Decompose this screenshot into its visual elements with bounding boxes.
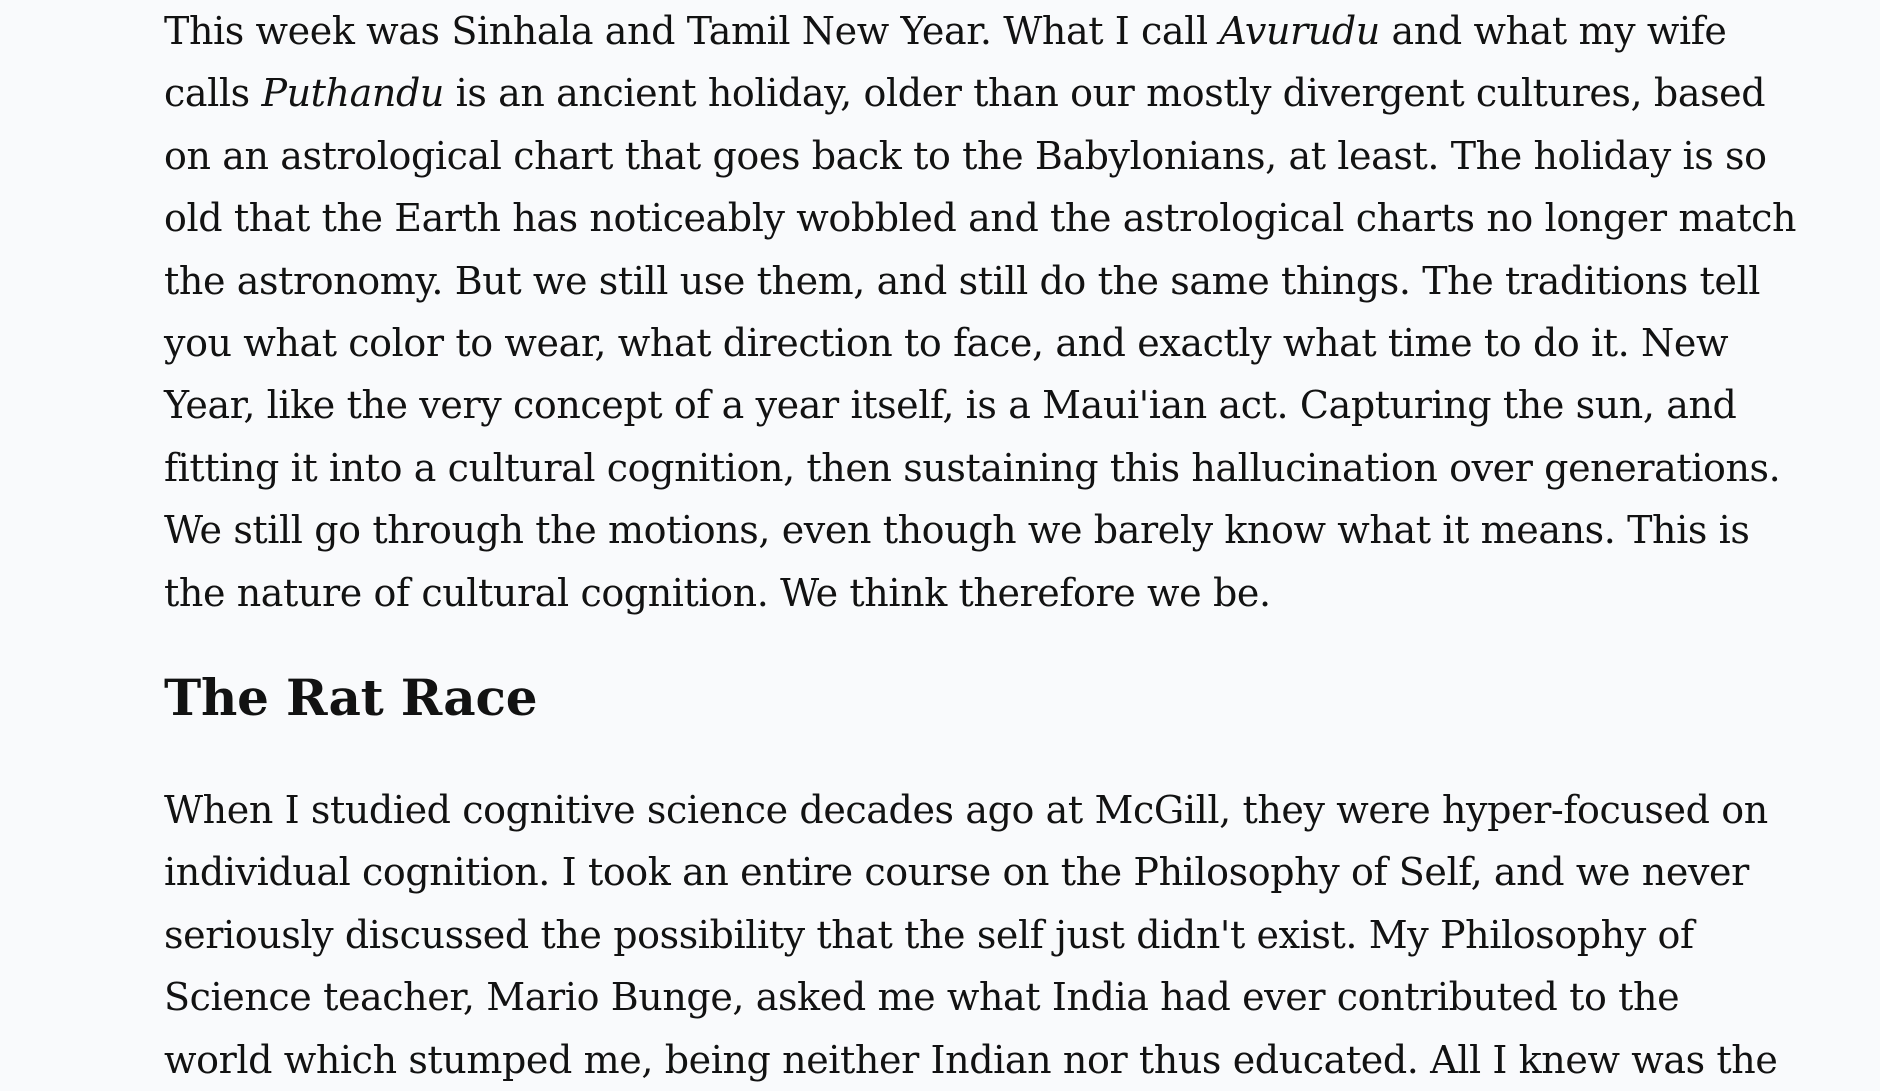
text-run: This week was Sinhala and Tamil New Year. What I call: [164, 9, 1220, 53]
paragraph-line: fitting it into a cultural cognition, then sustaining this hallucination over generations.: [164, 445, 1781, 490]
paragraph-line: Year, like the very concept of a year itself, is a Maui'ian act. Capturing the sun, and: [164, 383, 1737, 428]
italic-term-avurudu: Avurudu: [1219, 9, 1380, 53]
paragraph-line: Science teacher, Mario Bunge, asked me what India had ever contributed to the: [164, 975, 1680, 1020]
italic-term-puthandu: Puthandu: [261, 71, 444, 116]
section-heading: The Rat Race: [164, 668, 538, 727]
text-run: is an ancient holiday, older than our mostly divergent cultures, based: [443, 71, 1766, 116]
paragraph-line: old that the Earth has noticeably wobbled and the astrological charts no longer match: [164, 196, 1797, 241]
paragraph-line: seriously discussed the possibility that the self just didn't exist. My Philosophy of: [164, 912, 1694, 957]
paragraph-line: world which stumped me, being neither Indian nor thus educated. All I knew was the: [164, 1037, 1778, 1082]
paragraph-line: We still go through the motions, even though we barely know what it means. This is: [164, 508, 1750, 553]
paragraph-line: you what color to wear, what direction to face, and exactly what time to do it. New: [164, 320, 1729, 365]
paragraph-line: on an astrological chart that goes back to the Babylonians, at least. The holiday is so: [164, 133, 1767, 178]
text-run: and what my wife: [1379, 9, 1727, 53]
paragraph-line: individual cognition. I took an entire course on the Philosophy of Self, and we never: [164, 850, 1749, 895]
text-run: calls: [164, 71, 262, 116]
paragraph-new-year: [164, 0, 1796, 624]
paragraph-mcgill: [164, 779, 1777, 1091]
paragraph-line: the astronomy. But we still use them, and still do the same things. The traditions tell: [164, 258, 1760, 303]
paragraph-line: the nature of cultural cognition. We think therefore we be.: [164, 570, 1271, 615]
paragraph-line: [164, 62, 1796, 124]
paragraph-line: [164, 0, 1796, 62]
paragraph-line: When I studied cognitive science decades ago at McGill, they were hyper-focused on: [164, 788, 1768, 832]
